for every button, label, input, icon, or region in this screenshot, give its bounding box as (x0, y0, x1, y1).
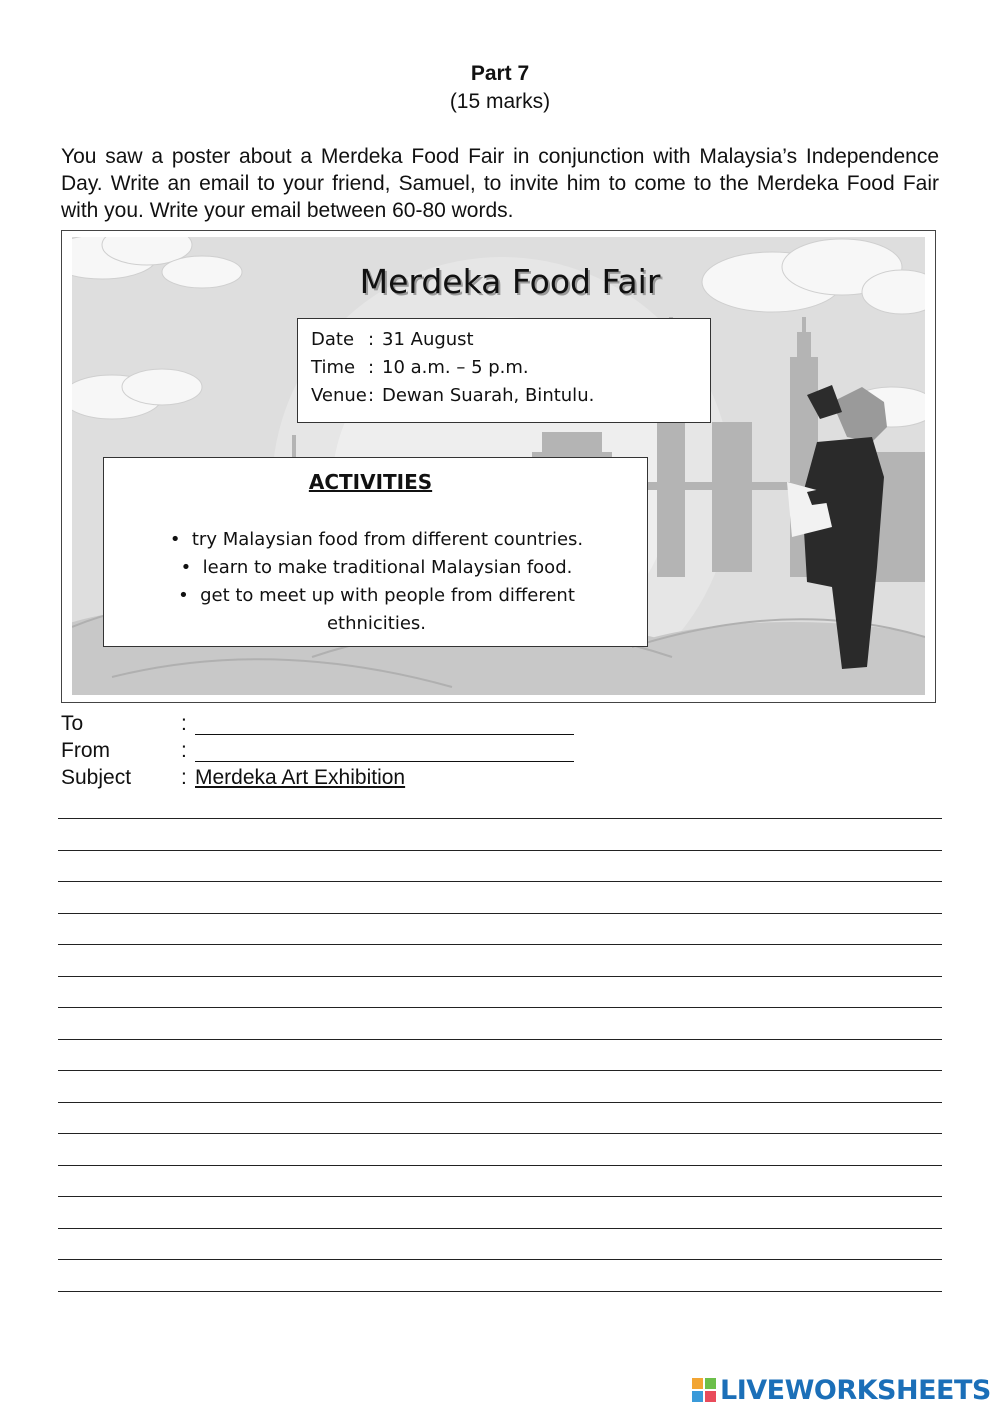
from-label: From (61, 739, 110, 762)
subject-colon: : (181, 766, 187, 789)
time-label: Time (311, 357, 356, 378)
time-value: 10 a.m. – 5 p.m. (382, 357, 529, 378)
activity-text: get to meet up with people from different ethnicities. (200, 585, 575, 634)
time-row (311, 357, 529, 378)
subject-value: Merdeka Art Exhibition (195, 766, 406, 789)
writing-line[interactable] (58, 850, 942, 851)
writing-line[interactable] (58, 881, 942, 882)
subject-label: Subject (61, 766, 132, 789)
poster-title: Merdeka Food Fair (359, 262, 661, 301)
writing-line[interactable] (58, 818, 942, 819)
activity-item (104, 554, 649, 582)
event-info-box (297, 318, 711, 423)
writing-line[interactable] (58, 1070, 942, 1071)
time-separator: : (368, 357, 375, 378)
liveworksheets-logo (692, 1374, 991, 1406)
venue-value: Dewan Suarah, Bintulu. (382, 385, 595, 406)
bullet-icon: • (178, 585, 189, 606)
writing-line[interactable] (58, 1007, 942, 1008)
to-colon: : (181, 712, 187, 735)
activity-text: learn to make traditional Malaysian food. (202, 557, 573, 578)
date-row (311, 329, 474, 350)
writing-line[interactable] (58, 1039, 942, 1040)
to-label: To (61, 712, 84, 735)
writing-line[interactable] (58, 976, 942, 977)
venue-separator: : (368, 385, 375, 406)
liveworksheets-icon (692, 1378, 716, 1402)
writing-line[interactable] (58, 1196, 942, 1197)
activities-heading (104, 470, 649, 494)
date-separator: : (368, 329, 375, 350)
activity-item (104, 582, 649, 638)
activity-item (104, 526, 649, 554)
from-colon: : (181, 739, 187, 762)
activities-box (103, 457, 648, 647)
writing-line[interactable] (58, 1228, 942, 1229)
activities-heading-text: ACTIVITIES (308, 470, 433, 494)
task-instructions: You saw a poster about a Merdeka Food Fair in conjunction with Malaysia’s Independence Day. Write an email to your friend, Samuel, to invite him to come to the Merdeka Food Fair with you. Write your email between 60-80 words. (61, 145, 939, 222)
writing-line[interactable] (58, 944, 942, 945)
bullet-icon: • (180, 557, 192, 578)
bullet-icon: • (169, 529, 181, 550)
writing-line[interactable] (58, 1165, 942, 1166)
marks-label: (15 marks) (449, 90, 551, 113)
activities-list (104, 526, 649, 638)
date-label: Date (311, 329, 355, 350)
to-field[interactable] (195, 733, 574, 735)
writing-line[interactable] (58, 1259, 942, 1260)
brand-name: LIVEWORKSHEETS (720, 1374, 991, 1406)
writing-line[interactable] (58, 1102, 942, 1103)
part-title: Part 7 (470, 62, 530, 85)
activity-text: try Malaysian food from different countries. (191, 529, 584, 550)
venue-row (311, 385, 594, 406)
writing-line[interactable] (58, 913, 942, 914)
venue-label: Venue (311, 385, 367, 406)
date-value: 31 August (382, 329, 474, 350)
from-field[interactable] (195, 760, 574, 762)
writing-line[interactable] (58, 1133, 942, 1134)
writing-line[interactable] (58, 1291, 942, 1292)
